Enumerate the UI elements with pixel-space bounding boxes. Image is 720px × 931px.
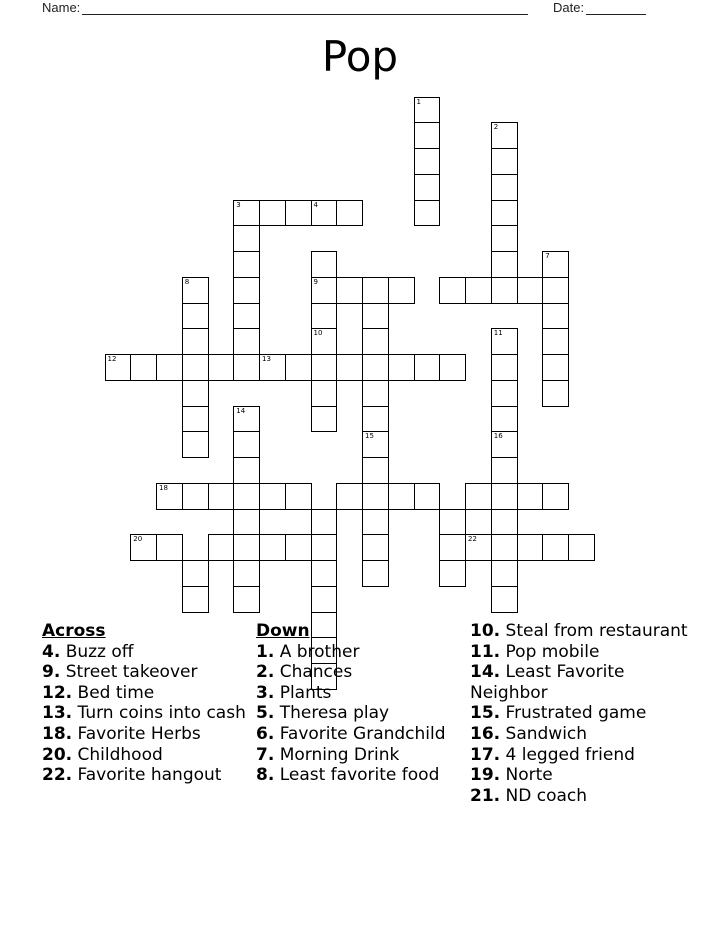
grid-cell[interactable] bbox=[542, 354, 569, 381]
grid-cell[interactable] bbox=[182, 406, 209, 433]
grid-cell[interactable] bbox=[259, 483, 286, 510]
clue-num: 6. bbox=[256, 723, 275, 744]
clue-item bbox=[42, 662, 247, 683]
grid-cell[interactable] bbox=[414, 200, 441, 227]
clue-item bbox=[470, 724, 690, 745]
clue-num: 11. bbox=[470, 641, 501, 662]
clue-number: 13 bbox=[262, 355, 271, 363]
across-heading: Across bbox=[42, 621, 106, 641]
clue-num: 7. bbox=[256, 744, 275, 765]
grid-cell[interactable] bbox=[285, 534, 312, 561]
clue-number: 9 bbox=[313, 277, 318, 286]
down-heading: Down bbox=[256, 621, 310, 641]
clue-number: 3 bbox=[236, 200, 241, 209]
grid-cell[interactable] bbox=[414, 97, 441, 124]
clue-num: 17. bbox=[470, 744, 501, 765]
grid-cell[interactable] bbox=[233, 534, 260, 561]
clue-item bbox=[470, 662, 690, 703]
clue-text: Steal from restaurant bbox=[500, 621, 688, 641]
clue-text: Childhood bbox=[72, 744, 163, 765]
grid-cell[interactable] bbox=[285, 483, 312, 510]
clue-num: 14. bbox=[470, 662, 501, 683]
grid-cell[interactable] bbox=[388, 277, 415, 304]
grid-cell[interactable] bbox=[105, 354, 132, 381]
clue-item bbox=[256, 703, 461, 724]
clue-num: 3. bbox=[256, 682, 275, 703]
grid-cell[interactable] bbox=[285, 354, 312, 381]
grid-cell[interactable] bbox=[182, 560, 209, 587]
clue-num: 5. bbox=[256, 703, 275, 724]
clue-text: Favorite Herbs bbox=[72, 723, 201, 744]
clue-item bbox=[42, 745, 247, 766]
grid-cell[interactable] bbox=[491, 251, 518, 278]
clue-number: 2 bbox=[493, 123, 499, 132]
grid-cell[interactable] bbox=[517, 534, 544, 561]
clue-num: 2. bbox=[256, 662, 275, 683]
clue-num: 22. bbox=[42, 765, 73, 786]
grid-cell[interactable] bbox=[311, 380, 338, 407]
clue-text: 4 legged friend bbox=[500, 744, 635, 765]
grid-cell[interactable] bbox=[311, 200, 338, 227]
grid-cell[interactable] bbox=[208, 354, 235, 381]
grid-cell[interactable] bbox=[233, 251, 260, 278]
grid-cell[interactable] bbox=[491, 586, 518, 613]
grid-cell[interactable] bbox=[311, 560, 338, 587]
clue-num: 10. bbox=[470, 621, 501, 641]
grid-cell[interactable] bbox=[542, 328, 569, 355]
clue-number: 8 bbox=[184, 277, 190, 286]
grid-cell[interactable] bbox=[336, 277, 363, 304]
grid-cell[interactable] bbox=[439, 509, 466, 536]
clue-num: 15. bbox=[470, 703, 501, 724]
grid-cell[interactable] bbox=[362, 303, 389, 330]
grid-cell[interactable] bbox=[233, 457, 260, 484]
clue-item bbox=[42, 642, 247, 663]
clue-text: ND coach bbox=[500, 785, 588, 806]
grid-cell[interactable] bbox=[311, 406, 338, 433]
clue-number: 16 bbox=[493, 432, 503, 441]
grid-cell[interactable] bbox=[439, 560, 466, 587]
date-label: Date: bbox=[553, 0, 585, 15]
clue-num: 9. bbox=[42, 662, 61, 683]
grid-cell[interactable] bbox=[233, 200, 260, 227]
grid-cell[interactable] bbox=[491, 148, 518, 175]
grid-cell[interactable] bbox=[414, 148, 441, 175]
grid-cell[interactable] bbox=[491, 225, 518, 252]
clue-num: 20. bbox=[42, 744, 73, 765]
grid-cell[interactable] bbox=[362, 457, 389, 484]
grid-cell[interactable] bbox=[336, 483, 363, 510]
clue-item bbox=[470, 621, 690, 642]
grid-cell[interactable] bbox=[311, 354, 338, 381]
grid-cell[interactable] bbox=[362, 509, 389, 536]
grid-cell[interactable] bbox=[285, 200, 312, 227]
grid-cell[interactable] bbox=[233, 586, 260, 613]
clue-item bbox=[256, 683, 461, 704]
grid-cell[interactable] bbox=[233, 406, 260, 433]
grid-cell[interactable] bbox=[362, 560, 389, 587]
clue-number: 11 bbox=[493, 329, 503, 338]
grid-cell[interactable] bbox=[542, 277, 569, 304]
clue-text: Turn coins into cash bbox=[72, 703, 246, 724]
across-clues bbox=[42, 621, 247, 786]
grid-cell[interactable] bbox=[311, 251, 338, 278]
grid-cell[interactable] bbox=[491, 380, 518, 407]
clue-text: Morning Drink bbox=[274, 744, 400, 765]
clue-text: A brother bbox=[274, 641, 360, 662]
clue-text: Plants bbox=[274, 682, 332, 703]
clue-text: Least Favorite Neighbor bbox=[470, 662, 625, 703]
clue-item bbox=[256, 724, 461, 745]
clue-item bbox=[42, 703, 247, 724]
clue-text: Chances bbox=[274, 662, 353, 683]
grid-cell[interactable] bbox=[336, 354, 363, 381]
clue-num: 19. bbox=[470, 765, 501, 786]
clue-text: Pop mobile bbox=[500, 641, 600, 662]
grid-cell[interactable] bbox=[491, 431, 518, 458]
grid-cell[interactable] bbox=[542, 380, 569, 407]
clue-item bbox=[256, 642, 461, 663]
grid-cell[interactable] bbox=[362, 354, 389, 381]
grid-cell[interactable] bbox=[542, 483, 569, 510]
grid-cell[interactable] bbox=[233, 431, 260, 458]
grid-cell[interactable] bbox=[208, 483, 235, 510]
clue-num: 18. bbox=[42, 723, 73, 744]
grid-cell[interactable] bbox=[233, 303, 260, 330]
clue-item bbox=[256, 662, 461, 683]
grid-cell[interactable] bbox=[491, 354, 518, 381]
grid-cell[interactable] bbox=[182, 483, 209, 510]
grid-cell[interactable] bbox=[233, 328, 260, 355]
grid-cell[interactable] bbox=[156, 534, 183, 561]
grid-cell[interactable] bbox=[362, 406, 389, 433]
grid-cell[interactable] bbox=[491, 457, 518, 484]
clue-text: Favorite Grandchild bbox=[274, 723, 446, 744]
grid-cell[interactable] bbox=[491, 534, 518, 561]
clue-number: 15 bbox=[365, 432, 374, 441]
grid-cell[interactable] bbox=[542, 303, 569, 330]
clue-number: 18 bbox=[159, 483, 168, 492]
clue-text: Favorite hangout bbox=[72, 765, 222, 786]
grid-cell[interactable] bbox=[259, 354, 286, 381]
grid-cell[interactable] bbox=[182, 328, 209, 355]
clue-number: 22 bbox=[468, 535, 477, 544]
grid-cell[interactable] bbox=[311, 328, 338, 355]
grid-cell[interactable] bbox=[233, 560, 260, 587]
grid-cell[interactable] bbox=[311, 509, 338, 536]
clue-num: 21. bbox=[470, 785, 501, 806]
grid-cell[interactable] bbox=[362, 431, 389, 458]
grid-cell[interactable] bbox=[414, 122, 441, 149]
grid-cell[interactable] bbox=[491, 328, 518, 355]
grid-cell[interactable] bbox=[491, 560, 518, 587]
grid-cell[interactable] bbox=[491, 174, 518, 201]
down-clues-continued bbox=[470, 621, 690, 806]
grid-cell[interactable] bbox=[362, 328, 389, 355]
grid-cell[interactable] bbox=[182, 354, 209, 381]
grid-cell[interactable] bbox=[388, 483, 415, 510]
grid-cell[interactable] bbox=[568, 534, 595, 561]
grid-cell[interactable] bbox=[156, 354, 183, 381]
clue-item bbox=[470, 703, 690, 724]
clue-text: Norte bbox=[500, 765, 553, 786]
grid-cell[interactable] bbox=[439, 534, 466, 561]
grid-cell[interactable] bbox=[311, 534, 338, 561]
grid-cell[interactable] bbox=[182, 380, 209, 407]
grid-cell[interactable] bbox=[311, 586, 338, 613]
clue-num: 1. bbox=[256, 641, 275, 662]
grid-cell[interactable] bbox=[336, 200, 363, 227]
clue-num: 13. bbox=[42, 703, 73, 724]
clue-item bbox=[42, 724, 247, 745]
grid-cell[interactable] bbox=[208, 534, 235, 561]
grid-cell[interactable] bbox=[233, 509, 260, 536]
grid-cell[interactable] bbox=[233, 483, 260, 510]
clue-item bbox=[470, 642, 690, 663]
clue-item bbox=[42, 683, 247, 704]
grid-cell[interactable] bbox=[491, 406, 518, 433]
clue-num: 8. bbox=[256, 765, 275, 786]
grid-cell[interactable] bbox=[542, 251, 569, 278]
clue-text: Frustrated game bbox=[500, 703, 647, 724]
grid-cell[interactable] bbox=[542, 534, 569, 561]
grid-cell[interactable] bbox=[311, 303, 338, 330]
clue-number: 1 bbox=[416, 97, 421, 106]
grid-cell[interactable] bbox=[465, 483, 492, 510]
clue-number: 4 bbox=[313, 200, 318, 209]
clue-text: Street takeover bbox=[60, 662, 198, 683]
grid-cell[interactable] bbox=[130, 534, 157, 561]
clue-number: 7 bbox=[545, 252, 550, 260]
grid-cell[interactable] bbox=[517, 483, 544, 510]
grid-cell[interactable] bbox=[182, 431, 209, 458]
grid-cell[interactable] bbox=[182, 277, 209, 304]
clue-num: 12. bbox=[42, 682, 73, 703]
grid-cell[interactable] bbox=[182, 303, 209, 330]
clue-number: 14 bbox=[236, 406, 246, 415]
clue-item bbox=[256, 745, 461, 766]
grid-cell[interactable] bbox=[182, 586, 209, 613]
clue-text: Least favorite food bbox=[274, 765, 440, 786]
grid-cell[interactable] bbox=[465, 277, 492, 304]
grid-cell[interactable] bbox=[130, 354, 157, 381]
grid-cell[interactable] bbox=[362, 380, 389, 407]
grid-cell[interactable] bbox=[491, 277, 518, 304]
grid-cell[interactable] bbox=[233, 354, 260, 381]
grid-cell[interactable] bbox=[233, 225, 260, 252]
clue-text: Theresa play bbox=[274, 703, 390, 724]
clue-number: 10 bbox=[313, 329, 323, 338]
grid-cell[interactable] bbox=[491, 509, 518, 536]
grid-cell[interactable] bbox=[259, 200, 286, 227]
clue-number: 20 bbox=[133, 535, 143, 544]
clue-item bbox=[470, 745, 690, 766]
clue-item bbox=[470, 765, 690, 786]
clue-text: Bed time bbox=[72, 682, 155, 703]
name-label: Name: bbox=[42, 0, 81, 15]
grid-cell[interactable] bbox=[362, 534, 389, 561]
grid-cell[interactable] bbox=[311, 277, 338, 304]
grid-cell[interactable] bbox=[362, 483, 389, 510]
grid-cell[interactable] bbox=[517, 277, 544, 304]
grid-cell[interactable] bbox=[388, 354, 415, 381]
page-title: Pop bbox=[321, 32, 399, 81]
clue-number: 12 bbox=[107, 355, 117, 363]
clue-item bbox=[42, 765, 247, 786]
clue-item bbox=[256, 765, 461, 786]
grid-cell[interactable] bbox=[156, 483, 183, 510]
grid-cell[interactable] bbox=[259, 534, 286, 561]
grid-cell[interactable] bbox=[362, 277, 389, 304]
grid-cell[interactable] bbox=[439, 277, 466, 304]
clue-num: 4. bbox=[42, 641, 61, 662]
grid-cell[interactable] bbox=[491, 122, 518, 149]
grid-cell[interactable] bbox=[414, 483, 441, 510]
clue-item bbox=[470, 786, 690, 807]
down-clues bbox=[256, 621, 461, 786]
grid-cell[interactable] bbox=[414, 354, 441, 381]
clue-num: 16. bbox=[470, 723, 501, 744]
grid-cell[interactable] bbox=[465, 534, 492, 561]
grid-cell[interactable] bbox=[414, 174, 441, 201]
grid-cell[interactable] bbox=[233, 277, 260, 304]
grid-cell[interactable] bbox=[491, 200, 518, 227]
clue-text: Sandwich bbox=[500, 723, 588, 744]
clue-text: Buzz off bbox=[60, 641, 134, 662]
grid-cell[interactable] bbox=[439, 354, 466, 381]
